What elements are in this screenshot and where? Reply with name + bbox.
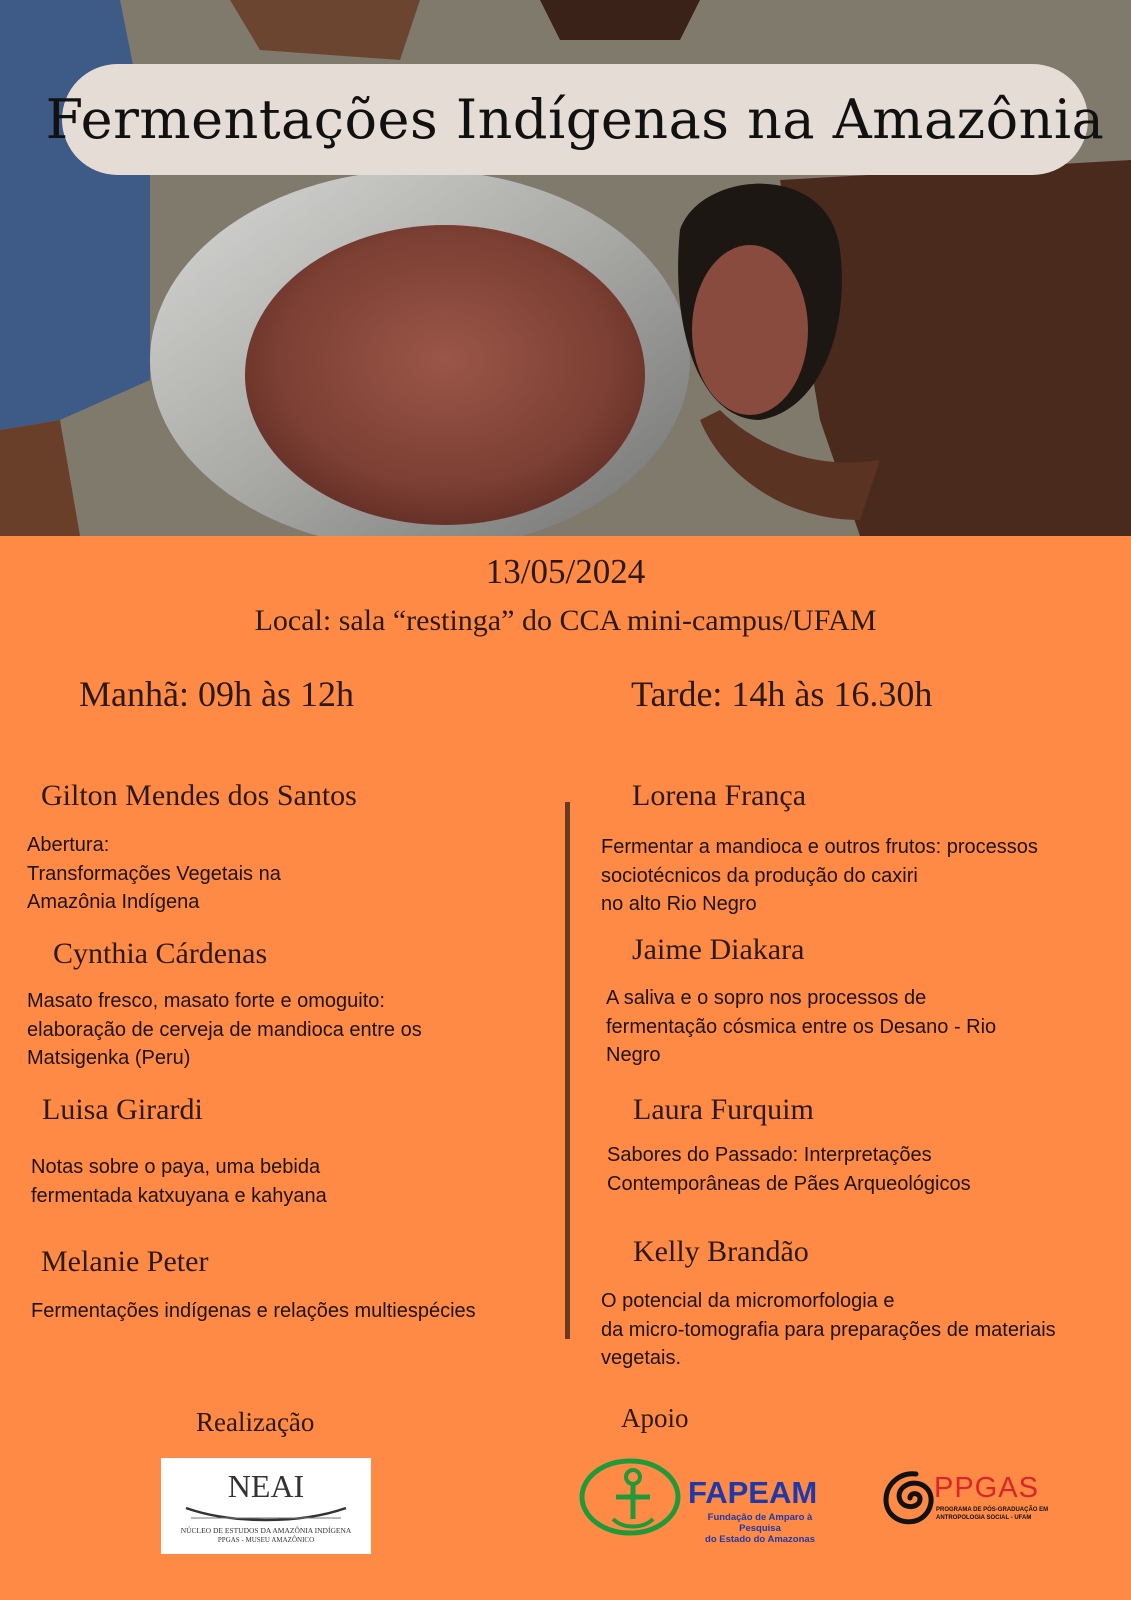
speaker-name: Lorena França [632,779,807,812]
ppgas-name: PPGAS [934,1472,1039,1504]
talk-title: Masato fresco, masato forte e omoguito: elaboração de cerveja de mandioca entre os Matsigenka (Peru) [27,990,422,1069]
talk-title: A saliva e o sopro nos processos de fermentação cósmica entre os Desano - Rio Negro [606,987,997,1066]
ppgas-spiral-icon [880,1466,940,1530]
event-location: Local: sala “restinga” do CCA mini-campus/UFAM [254,604,877,637]
talk-title: Sabores do Passado: Interpretações Contemporâneas de Pães Arqueológicos [607,1144,971,1195]
neai-logo-name: NEAI [227,1468,305,1504]
column-divider [565,802,570,1339]
talk-title: Fermentar a mandioca e outros frutos: processos sociotécnicos da produção do caxiri no alto Rio Negro [601,836,1038,915]
talk-title: Fermentações indígenas e relações multiespécies [31,1300,476,1322]
speaker-name: Laura Furquim [633,1093,814,1126]
fapeam-logo [578,1457,838,1545]
ppgas-subtitle: PROGRAMA DE PÓS-GRADUAÇÃO EM ANTROPOLOGIA SOCIAL - UFAM [936,1507,1049,1521]
fapeam-subtitle: Fundação de Amparo à Pesquisa do Estado do Amazonas [705,1512,815,1545]
realizacao-label: Realização [196,1407,315,1437]
speaker-name: Melanie Peter [41,1245,209,1278]
morning-header: Manhã: 09h às 12h [79,674,354,714]
ppgas-logo [880,1464,1050,1534]
speaker-name: Jaime Diakara [632,933,805,966]
neai-logo [161,1458,371,1554]
event-title: Fermentações Indígenas na Amazônia [62,64,1088,175]
speaker-name: Gilton Mendes dos Santos [41,779,357,812]
talk-title: Notas sobre o paya, uma bebida fermentada katxuyana e kahyana [31,1156,327,1207]
speaker-name: Luisa Girardi [42,1093,203,1126]
fapeam-name: FAPEAM [688,1475,818,1510]
talk-title: Abertura: Transformações Vegetais na Amazônia Indígena [27,834,281,913]
speaker-name: Kelly Brandão [633,1235,809,1268]
neai-swoosh-icon [181,1502,351,1522]
talk-title: O potencial da micromorfologia e da micro-tomografia para preparações de materiais vegetais. [601,1290,1056,1369]
speaker-name: Cynthia Cárdenas [53,937,268,970]
afternoon-header: Tarde: 14h às 16.30h [631,674,933,714]
neai-logo-line1: NÚCLEO DE ESTUDOS DA AMAZÔNIA INDÍGENA [180,1526,352,1535]
neai-logo-line2: PPGAS - MUSEU AMAZÔNICO [217,1536,315,1544]
apoio-label: Apoio [621,1403,689,1433]
fapeam-emblem-icon [578,1457,682,1537]
event-date: 13/05/2024 [485,552,646,591]
